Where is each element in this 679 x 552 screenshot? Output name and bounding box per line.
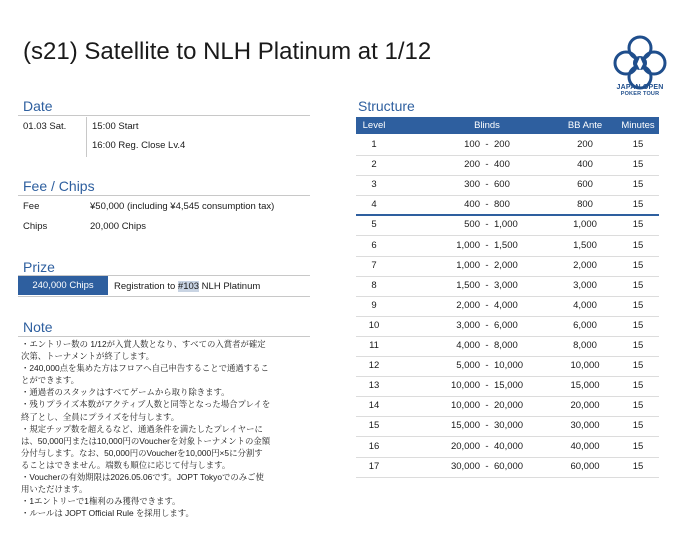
big-blind-cell: 1,500 [494,239,518,251]
blind-separator: - [485,259,489,271]
blind-separator: - [485,139,489,150]
minutes-cell: 15 [632,139,644,150]
blind-separator: - [485,219,489,231]
table-row [356,135,659,156]
small-blind-cell: 10,000 [450,400,480,412]
blind-separator: - [485,420,489,432]
minutes-cell: 15 [632,259,644,271]
big-blind-cell: 30,000 [494,420,524,432]
big-blind-cell: 15,000 [494,380,524,392]
minutes-cell: 15 [632,159,644,171]
blind-separator: - [485,199,489,211]
level-cell: 5 [371,219,377,231]
bb-ante-cell: 3,000 [573,279,597,291]
level-cell: 16 [368,440,380,452]
minutes-cell: 15 [632,420,644,432]
small-blind-cell: 200 [464,159,480,171]
minutes-cell: 15 [632,199,644,211]
level-cell: 1 [371,139,377,150]
note-heading: Note [23,319,53,335]
minutes-cell: 15 [632,219,644,231]
small-blind-cell: 500 [464,219,480,231]
bb-ante-cell: 1,000 [573,219,597,231]
level-cell: 10 [368,319,380,331]
bb-ante-cell: 400 [577,159,593,171]
blind-separator: - [485,340,489,351]
bb-ante-cell: 800 [577,199,593,211]
prize-reg-prefix: Registration to [114,281,178,292]
blind-separator: - [485,299,489,311]
small-blind-cell: 2,000 [456,299,480,311]
big-blind-cell: 400 [494,159,510,171]
fee-heading: Fee / Chips [23,178,95,194]
big-blind-cell: 200 [494,139,510,150]
date-day: 01.03 Sat. [23,121,67,132]
header-level: Level [362,120,386,131]
minutes-cell: 15 [632,239,644,251]
big-blind-cell: 60,000 [494,460,524,472]
small-blind-cell: 100 [464,139,480,150]
level-cell: 3 [371,179,377,191]
minutes-cell: 15 [632,299,644,311]
blind-separator: - [485,460,489,472]
table-row [356,175,659,196]
big-blind-cell: 600 [494,179,510,191]
blind-separator: - [485,319,489,331]
big-blind-cell: 6,000 [494,319,518,331]
blind-separator: - [485,400,489,412]
blind-separator: - [485,159,489,171]
level-cell: 11 [369,340,379,351]
structure-heading: Structure [358,98,415,114]
small-blind-cell: 4,000 [456,340,480,351]
minutes-cell: 15 [632,319,644,331]
bb-ante-cell: 20,000 [570,400,600,412]
table-row [356,416,659,437]
bb-ante-cell: 30,000 [570,420,600,432]
prize-reg-number: #103 [177,281,200,292]
small-blind-cell: 300 [464,179,480,191]
table-row [356,276,659,297]
small-blind-cell: 1,000 [456,239,480,251]
fee-label: Fee [23,201,40,212]
fee-value: ¥50,000 (including ¥4,545 consumption tax) [90,201,275,212]
level-cell: 12 [368,360,380,372]
date-close: 16:00 Reg. Close Lv.4 [92,140,186,151]
bb-ante-cell: 600 [577,179,593,191]
table-row [356,316,659,337]
blind-separator: - [485,179,489,191]
level-cell: 2 [371,159,377,171]
bb-ante-cell: 200 [577,139,593,150]
prize-registration [114,281,260,292]
minutes-cell: 15 [632,460,644,472]
blind-separator: - [485,360,489,372]
big-blind-cell: 20,000 [494,400,524,412]
small-blind-cell: 3,000 [456,319,480,331]
logo-line2: POKER TOUR [620,91,660,97]
header-minutes: Minutes [621,120,655,131]
table-row [356,155,659,176]
big-blind-cell: 40,000 [494,440,524,452]
table-row [356,336,659,357]
minutes-cell: 15 [632,179,644,191]
prize-reg-suffix: NLH Platinum [199,281,261,292]
page-title: (s21) Satellite to NLH Platinum at 1/12 [23,38,432,65]
header-bb-ante: BB Ante [567,120,603,131]
bb-ante-cell: 4,000 [573,299,597,311]
table-row [356,256,659,277]
level-cell: 6 [371,239,377,251]
blind-separator: - [485,279,489,291]
bb-ante-cell: 1,500 [573,239,597,251]
minutes-cell: 15 [632,279,644,291]
bb-ante-cell: 60,000 [570,460,600,472]
table-row [356,437,659,458]
level-cell: 8 [371,279,377,291]
big-blind-cell: 800 [494,199,510,211]
big-blind-cell: 10,000 [494,360,524,372]
minutes-cell: 15 [632,340,644,351]
structure-header-row [356,117,659,134]
minutes-cell: 15 [632,400,644,412]
bb-ante-cell: 2,000 [573,259,597,271]
small-blind-cell: 1,500 [456,279,480,291]
bb-ante-cell: 8,000 [573,340,597,351]
table-row [356,356,659,377]
big-blind-cell: 3,000 [494,279,518,291]
small-blind-cell: 10,000 [450,380,480,392]
fee-rule [18,195,310,196]
bb-ante-cell: 15,000 [570,380,600,392]
level-cell: 9 [371,299,377,311]
level-cell: 13 [368,380,380,392]
big-blind-cell: 4,000 [494,299,518,311]
blind-separator: - [485,380,489,392]
header-blinds: Blinds [474,120,500,131]
bb-ante-cell: 6,000 [573,319,597,331]
date-heading: Date [23,98,53,114]
chips-label: Chips [23,221,48,232]
table-row [356,236,659,257]
note-rule [18,336,310,337]
small-blind-cell: 30,000 [450,460,480,472]
minutes-cell: 15 [632,380,644,392]
prize-bottom-rule [18,296,310,297]
level-cell: 17 [368,460,380,472]
big-blind-cell: 2,000 [494,259,518,271]
level-cell: 4 [371,199,377,211]
blind-separator: - [485,239,489,251]
reg-close-line [356,214,659,216]
table-row [356,396,659,417]
small-blind-cell: 5,000 [456,360,480,372]
prize-heading: Prize [23,259,55,275]
small-blind-cell: 1,000 [456,259,480,271]
date-start: 15:00 Start [92,121,139,132]
level-cell: 14 [368,400,380,412]
date-divider [86,117,87,157]
small-blind-cell: 20,000 [450,440,480,452]
note-text: ・エントリー数の 1/12が入賞人数となり、すべての入賞者が確定 次第、トーナメントが終了します。 ・240,000点を集めた方はフロアへ自己申告することで通過するこ とができます。 ・通過者のスタックはすべてゲームから取り除きます。 ・残りプライズ本数がアクティブ人数と同等となった場合プレイを 終了とし、全員にプライズを付与します。 ・規定チップ数を超えるなど、通過条件を満たしたプレイヤーに は、50,000円または10,000円のVoucherを対象トーナメントの金額 分付与します。なお、50,000円のVoucherを10,000円×5に分割す ることはできません。端数も順位に応じて付与します。 ・Voucherの有効期限は2026.05.06です。JOPT Tokyoでのみご使 用いただけます。 ・1エントリーで1権利のみ獲得できます。 ・ルールは JOPT Official Rule を採用します。 [21,339,271,519]
blind-separator: - [485,440,489,452]
big-blind-cell: 8,000 [494,340,518,351]
minutes-cell: 15 [632,360,644,372]
small-blind-cell: 400 [464,199,480,211]
table-row [356,457,659,478]
table-row [356,376,659,397]
date-rule [18,115,310,116]
bb-ante-cell: 10,000 [570,360,600,372]
minutes-cell: 15 [632,440,644,452]
table-row [356,296,659,317]
chips-value: 20,000 Chips [90,221,146,232]
big-blind-cell: 1,000 [494,219,518,231]
small-blind-cell: 15,000 [450,420,480,432]
logo-line1: JAPAN OPEN [616,84,664,91]
table-row [356,215,659,236]
level-cell: 15 [368,420,380,432]
prize-chips-badge: 240,000 Chips [18,276,108,295]
level-cell: 7 [371,259,377,271]
bb-ante-cell: 40,000 [570,440,600,452]
